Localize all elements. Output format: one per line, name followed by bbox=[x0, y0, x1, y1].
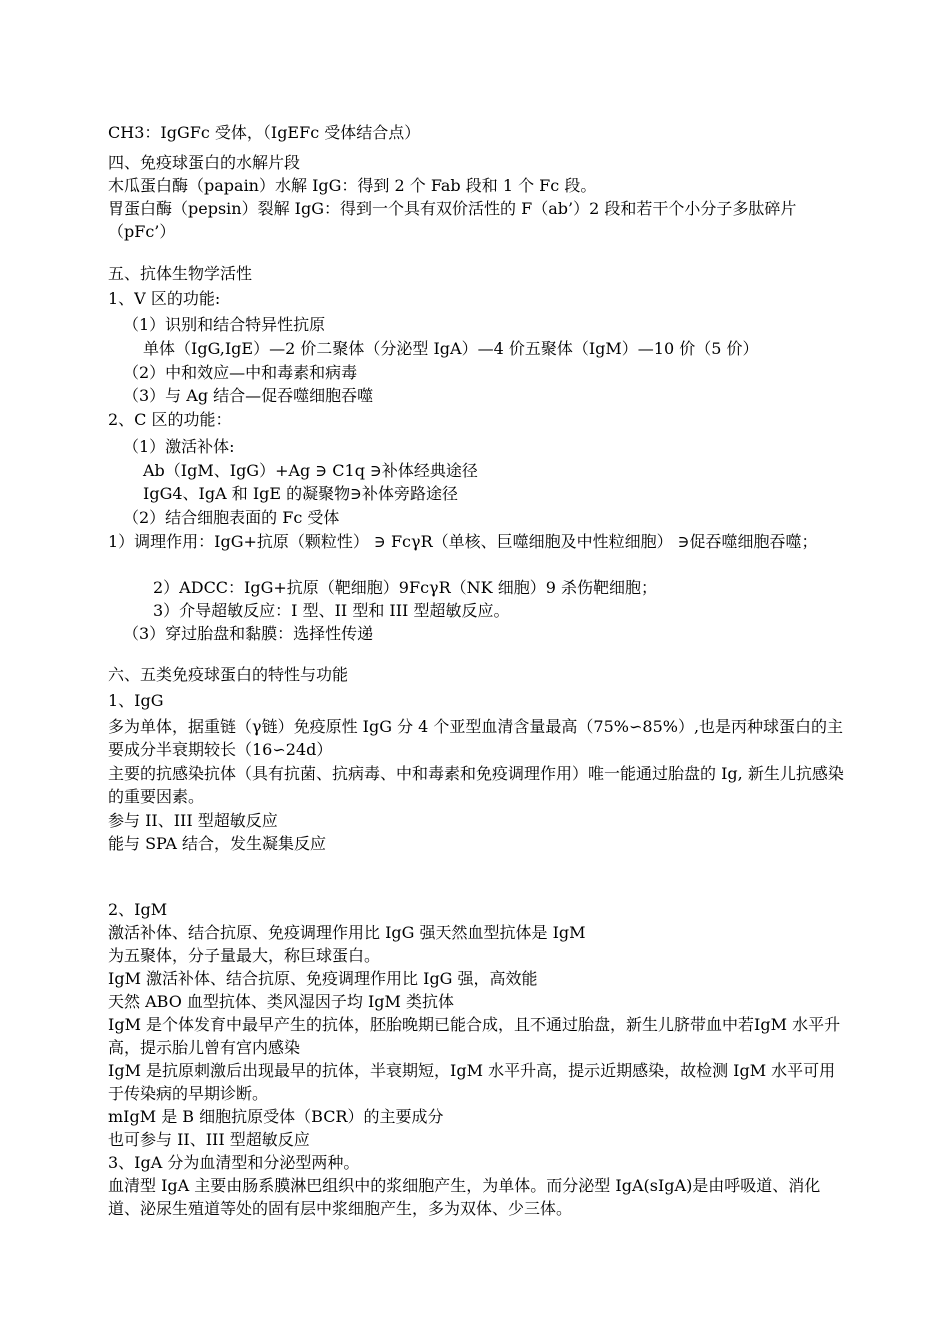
paragraph: IgM 是个体发育中最早产生的抗体，胚胎晚期已能合成，且不通过胎盘，新生儿脐带血中若IgM 水平升高，提示胎儿曾有宫内感染 bbox=[108, 1015, 841, 1057]
section-heading: 五、抗体生物学活性 bbox=[108, 264, 253, 283]
text-line: 能与 SPA 结合，发生凝集反应 bbox=[108, 834, 326, 853]
text-line: 2）ADCC：IgG+抗原（靶细胞）9FcγR（NK 细胞）9 杀伤靶细胞； bbox=[153, 578, 657, 597]
text-line: 单体（IgG,IgE）—2 价二聚体（分泌型 IgA）—4 价五聚体（IgM）—10 价（5 价） bbox=[143, 339, 759, 358]
paragraph: 胃蛋白酶（pepsin）裂解 IgG：得到一个具有双价活性的 F（ab’）2 段和若干个小分子多肽碎片（pFc’） bbox=[108, 199, 797, 241]
subheading: 1、V 区的功能: bbox=[108, 289, 221, 308]
text-line: 为五聚体，分子量最大，称巨球蛋白。 bbox=[108, 946, 381, 965]
list-item: （3）与 Ag 结合—促吞噬细胞吞噬 bbox=[123, 386, 374, 405]
list-item: （3）穿过胎盘和黏膜：选择性传递 bbox=[123, 624, 374, 643]
text-line: 木瓜蛋白酶（papain）水解 IgG：得到 2 个 Fab 段和 1 个 Fc 段。 bbox=[108, 176, 597, 195]
text-line: CH3：IgGFc 受体，（IgEFc 受体结合点） bbox=[108, 123, 421, 142]
text-line: 参与 II、III 型超敏反应 bbox=[108, 811, 278, 830]
section-heading: 四、免疫球蛋白的水解片段 bbox=[108, 153, 301, 172]
text-line: IgG4、IgA 和 IgE 的凝聚物∋补体旁路途径 bbox=[143, 484, 458, 503]
text-line: Ab（IgM、IgG）+Ag ∋ C1q ∋补体经典途径 bbox=[143, 461, 478, 480]
paragraph: IgM 是抗原刺激后出现最早的抗体，半衰期短，IgM 水平升高，提示近期感染，故检测 IgM 水平可用于传染病的早期诊断。 bbox=[108, 1061, 836, 1103]
text-line: 也可参与 II、III 型超敏反应 bbox=[108, 1130, 310, 1149]
text-line: IgM 激活补体、结合抗原、免疫调理作用比 IgG 强，高效能 bbox=[108, 969, 538, 988]
list-item: （2）中和效应—中和毒素和病毒 bbox=[123, 363, 358, 382]
subheading: 2、IgM bbox=[108, 900, 168, 919]
text-line: 天然 ABO 血型抗体、类风湿因子均 IgM 类抗体 bbox=[108, 992, 455, 1011]
section-heading: 六、五类免疫球蛋白的特性与功能 bbox=[108, 665, 349, 684]
paragraph: 主要的抗感染抗体（具有抗菌、抗病毒、中和毒素和免疫调理作用）唯一能通过胎盘的 Ig, 新生儿抗感染的重要因素。 bbox=[108, 764, 844, 806]
text-line: mIgM 是 B 细胞抗原受体（BCR）的主要成分 bbox=[108, 1107, 444, 1126]
paragraph: 1）调理作用：IgG+抗原（颗粒性） ∋ FcγR（单核、巨噬细胞及中性粒细胞） ∋促吞噬细胞吞噬； bbox=[108, 532, 818, 551]
paragraph: 血清型 IgA 主要由肠系膜淋巴组织中的浆细胞产生，为单体。而分泌型 IgA(sIgA)是由呼吸道、消化道、泌尿生殖道等处的固有层中浆细胞产生，多为双体、少三体。 bbox=[108, 1176, 821, 1218]
list-item: （1）激活补体: bbox=[123, 437, 235, 456]
text-line: 3）介导超敏反应：I 型、II 型和 III 型超敏反应。 bbox=[153, 601, 510, 620]
subheading: 3、IgA 分为血清型和分泌型两种。 bbox=[108, 1153, 360, 1172]
text-line: 激活补体、结合抗原、免疫调理作用比 IgG 强天然血型抗体是 IgM bbox=[108, 923, 586, 942]
subheading: 1、IgG bbox=[108, 691, 164, 710]
subheading: 2、C 区的功能： bbox=[108, 410, 232, 429]
list-item: （2）结合细胞表面的 Fc 受体 bbox=[123, 508, 340, 527]
paragraph: 多为单体，据重链（γ链）免疫原性 IgG 分 4 个亚型血清含量最高（75%∽85%）,也是丙种球蛋白的主要成分半衰期较长（16∽24d） bbox=[108, 717, 844, 759]
list-item: （1）识别和结合特异性抗原 bbox=[123, 315, 326, 334]
